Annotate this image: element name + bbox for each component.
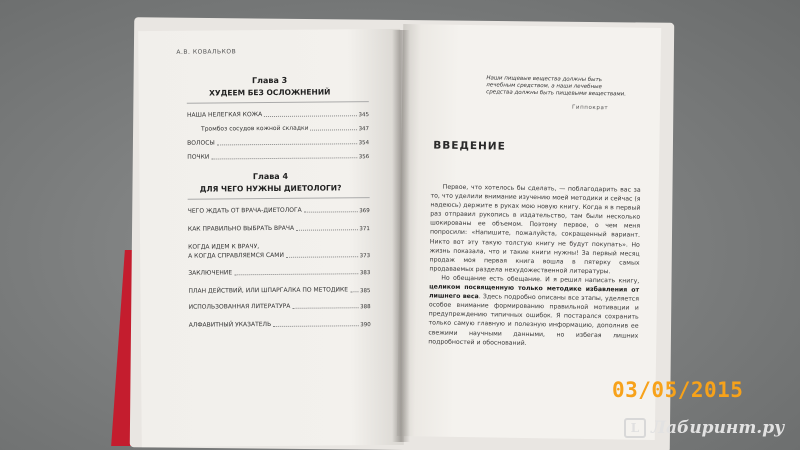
date-stamp: 03/05/2015 xyxy=(612,378,744,402)
toc-entry: ИСПОЛЬЗОВАННАЯ ЛИТЕРАТУРА 388 xyxy=(188,302,371,311)
toc-entry: НАША НЕЛЕГКАЯ КОЖА 345 xyxy=(186,111,369,119)
toc-entry: Тромбоз сосудов кожной складки 347 xyxy=(201,124,370,133)
toc-entry: ВОЛОСЫ 354 xyxy=(187,139,370,147)
toc-entry: ПОЧКИ 356 xyxy=(187,153,370,161)
running-head: А.В. КОВАЛЬКОВ xyxy=(176,48,237,56)
epigraph-author: Гиппократ xyxy=(571,104,609,112)
chapter-3-title: ХУДЕЕМ БЕЗ ОСЛОЖНЕНИЙ xyxy=(209,87,331,98)
section-title: ВВЕДЕНИЕ xyxy=(433,139,506,153)
toc-entry: ПЛАН ДЕЙСТВИЙ, ИЛИ ШПАРГАЛКА ПО МЕТОДИКЕ 385 xyxy=(188,286,371,295)
body-text xyxy=(428,182,641,349)
labirint-logo-icon: L xyxy=(624,418,646,438)
toc-divider xyxy=(188,197,370,200)
toc-entry: АЛФАВИТНЫЙ УКАЗАТЕЛЬ 390 xyxy=(188,321,371,329)
chapter-3-label: Глава 3 xyxy=(251,75,288,86)
epigraph: Наши пищевые вещества должны быть лечебным средством, а наши лечебные средства должны быть пищевыми веществами. xyxy=(486,75,627,98)
chapter-4-label: Глава 4 xyxy=(252,171,289,182)
paragraph-1: Первое, что хотелось бы сделать, — поблагодарить вас за то, что уделили внимание изучению моей методики и сейчас (я надеюсь) держите в руках мою новую книгу. Когда я в первый раз отправил рукопись в издательство, там были несколько шокированы ее объемом. Поэтому первое, о чем меня попросили: «Напишите, пожалуйста, сокращенный вариант. Никто вот эту такую толстую книгу не будут покупать». Но жизнь показала, что и такие книги нужны! За первый месяц продаж моя первая книга вошла в пятерку самых продаваемых раздела нехудожественной литературы. xyxy=(429,183,641,276)
watermark-text: Лабиринт.ру xyxy=(651,418,785,438)
toc-entry: ЧЕГО ЖДАТЬ ОТ ВРАЧА-ДИЕТОЛОГА 369 xyxy=(187,206,370,215)
toc-divider xyxy=(187,101,369,104)
left-page xyxy=(138,29,404,447)
book-gutter-shadow xyxy=(392,30,410,442)
toc-entry: КАК ПРАВИЛЬНО ВЫБРАТЬ ВРАЧА 371 xyxy=(187,224,370,233)
toc-entry: ЗАКЛЮЧЕНИЕ 383 xyxy=(188,269,371,277)
chapter-4-title: ДЛЯ ЧЕГО НУЖНЫ ДИЕТОЛОГИ? xyxy=(199,183,342,194)
toc-entry: КОГДА ИДЕМ К ВРАЧУ, А КОГДА СПРАВЛЯЕМСЯ САМИ 373 xyxy=(188,243,371,260)
watermark xyxy=(624,418,784,438)
paragraph-2: Но обещание есть обещание. И я решил написать книгу, целиком посвященную только методике избавления от лишнего веса. Здесь подробно описаны все этапы, уделяется особое внимание формированию правильной мотивации и предупреждению типичных ошибок. Я постарался сохранить только самую главную и полезную информацию, дополнив ее свежими научными данными, но избегая лишних подробностей и обоснований. xyxy=(428,274,640,347)
